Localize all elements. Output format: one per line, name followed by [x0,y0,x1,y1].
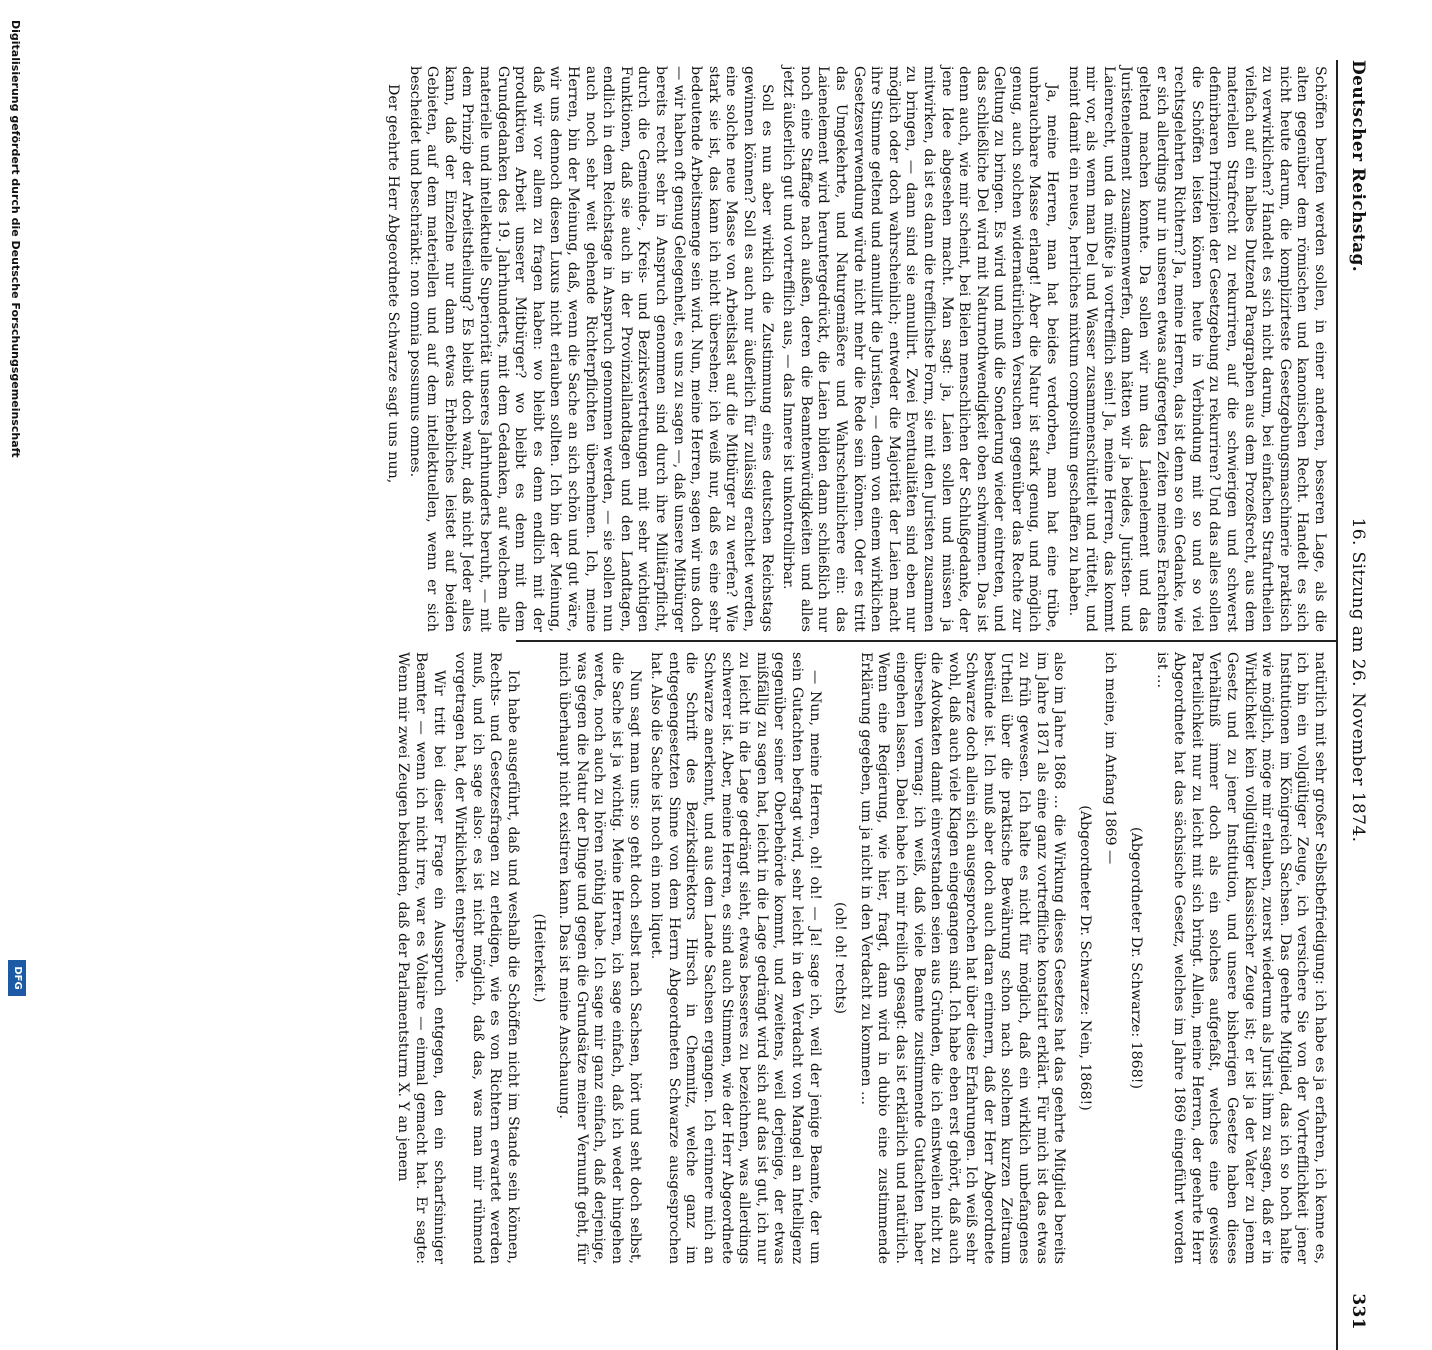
paragraph: Ja, meine Herren, man hat beides verdorben, man hat eine trübe, unbrauchbare Masse erlangt! Aber die Natur ist stark genug, und möglich genug, auch solchen widernatürlichen Versuchen gegenüber das Rechte zur Geltung zu bringen. Es wird und muß die Sonderung wieder eintreten, und das schließliche Del wird mit Naturnothwendigkeit oben schwimmen. Das ist denn auch, wie mir scheint, bei Bielen menschlichen der Schlußgedanke, der jene Idee abgesehen macht. Man sagt: ja, Laien sollen und müssen ja mitwirken, da ist es dann die trefflichste Form, sie mit den Juristen zusammen zu bringen, — dann sind sie annullirt. Zwei Eventualitäten sind eben nur möglich oder doch wahrscheinlich; entweder die Majorität der Laien macht ihre Stimme geltend und annullirt die Juristen, — denn von einem wirklichen Gesetzesverwendung würde nicht mehr die Rede sein können. Oder es tritt das Umgekehrte, und Naturgemäßere und Wahrscheinlichere ein: das Laienelement wird heruntergedrückt, die Laien bilden dann schließlich nur noch eine Staffage nach außen, deren die Beamtenwürdigkeiten und alles jetzt äußerlich gut und vortrefflich aus, — das Innere ist unkontrollirbar. [780,66,1061,632]
paragraph: Ich habe ausgeführt, daß und weshalb die Schöffen nicht im Stande sein können, Rechts- und Gesetzesfragen zu erledigen, wie es von Richtern erwartet werden muß, und ich sage also: es ist nicht möglich, daß das, was man mir rühmend vorgetragen hat, der Wirklichkeit entspreche. [452,652,522,1264]
page-header [1342,60,1372,1330]
interjection: (Abgeordneter Dr. Schwarze: Nein, 1868!) [1076,805,1093,1111]
header-session: 16. Sitzung am 26. November 1874. [1348,517,1368,843]
left-column [385,66,1328,632]
column-divider [516,640,1336,642]
page-footer [2,0,28,1000]
paragraph: Der geehrte Herr Abgeordnete Schwarze sagt uns nun, [385,84,402,484]
paragraph: ich meine, im Anfang 1869 — [1102,652,1119,865]
paragraph: Soll es nun aber wirklich die Zustimmung eines deutschen Reichstags gewinnen können? Soll es auch nur äußerlich für zulässig erachtet werden, eine solche neue Masse von Arbeitslast auf die Mitbürger zu werfen? Wie stark sie ist, das kann ich nicht übersehen; ich weiß nur, daß es eine sehr bedeutende Arbeitsmenge sein wird. Nun, meine Herren, sagen wir uns doch — wir haben oft genug Gelegenheit, es uns zu sagen —, daß unsere Mitbürger bereits recht sehr in Anspruch genommen sind durch ihre Militärpflicht, durch die Gemeinde-, Kreis- und Bezirksvertretungen mit sehr wichtigen Funktionen, daß sie auch in der Provinziallandtagen und den Landtagen, endlich in dem Reichstage in Anspruch genommen werden, — sie sollen nun auch noch sehr weit gehende Richterpflichten übernehmen. Ich, meine Herren, bin der Meinung, daß, wenn die Sache an sich schön und gut wäre, wir uns dennoch diesen Luxus nicht erlauben sollten. Ich bin der Meinung, daß wir vor allem zu fragen haben: wo bleibt es denn endlich mit der produktiven Arbeit unserer Mitbürger? wo bleibt es denn mit dem Grundgedanken des 19. Jahrhunderts, mit dem Gedanken, auf welchem alle materielle und intellektuelle Superiorität unseres Jahrhunderts beruht, — mit dem Prinzip der Arbeitstheilung? Es bleibt doch wahr, daß nicht Jeder alles kann, daß der Einzelne nur dann etwas Erhebliches leistet auf beiden Gebieten, auf dem materiellen und auf dem intellektuellen, wenn er sich bescheidet und beschränkt: non omnia possumus omnes. [406,66,775,632]
paragraph: also im Jahre 1868 … die Wirkung dieses Gesetzes hat das geehrte Mitglied bereits im Jahre 1871 als eine ganz vortreffliche konstatirt erklärt. Für mich ist das etwas zu früh gewesen. Ich halte es nicht für möglich, daß ein wirklich unbefangenes Urtheil über die praktische Bewährung schon nach solchem kurzen Zeitraum bestünde ist. Ich muß aber doch auch daran erinnern, daß der Herr Abgeordnete Schwarze doch allein sich ausgesprochen hat über diese Erfahrungen. Ich weiß sehr wohl, daß auch viele Klagen eingegangen sind. Ich habe eben erst gehört, daß auch die Advokaten damit einverstanden seien aus Gründen, die ich einstweilen nicht zu übersehen vermag; ich weiß, daß viele Beamte zustimmende Gutachten haber eingehen lassen. Dabei habe ich mir freilich gesagt: das ist erklärlich und natürlich. Wenn eine Regierung, wie hier, fragt, dann wird in dubio eine zustimmende Erklärung gegeben, um ja nicht in den Verdacht zu kommen … [857,652,1068,1264]
interjection: (Abgeordneter Dr. Schwarze: 1868!) [1128,827,1145,1089]
right-column [395,652,1328,1264]
paragraph: Schöffen berufen werden sollen, in einer anderen, besseren Lage, als die alten gegenüber dem römischen und kanonischen Recht. Handelt es sich nicht heute darum, die komplizirteste Gesetzgebungsmaschinerie praktisch zu verwirklichen? Handelt es sich nicht darum, bei einfachen Strafurtheilen vielfach auf ein halbes Dutzend Paragraphen aus dem Prozeßrecht, aus dem materiellen Strafrecht zu rekurriren, auf die schwierigen und schwerst definirbaren Prinzipien der Gesetzgebung zu rekurriren? Und das alles sollen die Schöffen leisten können heute in Verbindung mit so und so viel rechtsgelehrten Richtern? Ja, meine Herren, das ist denn so ein Gedanke, wie er sich allerdings nur in unseren etwas aufgeregten Zeiten meines Erachtens geltend machen konnte. Da sollen wir nun das Laienelement und das Juristenelement zusammenwerfen, dann hätten wir ja beides, Juristen- und Laienrecht, und da müßte ja vortrefflich sein! Ja, meine Herren, das kommt mir vor, als wenn man Del und Wasser zusammenschüttelt und rüttelt, und meint damit ein neues, herrliches mixtum compositum geschaffen zu haben. [1065,66,1328,632]
paragraph: Wir tritt bei dieser Frage ein Ausspruch entgegen, den ein scharfsinniger Beamter — wenn ich nicht irre, war es Voltaire — einmal gemacht hat. Er sagte: Wenn mir zwei Zeugen bekunden, daß der Parlamentsturm X. Y an jenem [395,652,447,1264]
paragraph: Nun sagt man uns: so geht doch selbst nach Sachsen, hört und seht doch selbst, die Sache ist ja wichtig. Meine Herren, ich sage einfach, daß ich weder hingehen werde, noch auch zu hören nöthig habe. Ich sage mir ganz einfach, daß derjenige, was gegen die Natur der Dinge und gegen die Grundsätze meiner Vernunft geht, für mich überhaupt nicht existiren kann. Das ist meine Anschauung. [556,652,643,1264]
header-rule [1336,60,1338,1350]
interjection: (oh! oh! rechts) [832,901,849,1015]
page-number: 331 [1348,1293,1368,1330]
funding-credit: Digitalisierung gefördert durch die Deutsche Forschungsgemeinschaft [9,20,22,458]
paragraph: — Nun, meine Herren, oh! oh! — Ja! sage ich, weil der jenige Beamte, der um sein Gutachten befragt wird, sehr leicht in den Verdacht von Mangel an Intelligenz gegenüber seiner Oberbehörde kommt, und zweitens, weil derjenige, der etwas mißfällig zu sagen hat, leicht in die Lage gedrängt wird sich auf das ist gut, ich nur zu leicht in die Lage gedrängt sieht, etwas besseres zu bezeichnen, was allerdings schwerer ist. Aber, meine Herren, es sind auch Stimmen, wie der Herr Abgeordnete Schwarze anerkennt, und aus dem Lande Sachsen ergangen. Ich erinnere mich an die Schrift des Bezirksdirektors Hirsch in Chemnitz, welche ganz im entgegengesetzten Sinne von dem Herrn Abgeordneten Schwarze ausgesprochen hat. Also die Sache ist noch ein non liquet. [648,652,823,1264]
header-publication: Deutscher Reichstag. [1348,60,1368,273]
paragraph: natürlich mit sehr großer Selbstbefriedigung: ich habe es ja erfahren, ich kenne es, ich bin ein vollgültiger Zeuge, ich versichere Sie von der Vortrefflichkeit jener Institutionen im Königreich Sachsen. Das geehrte Mitglied, das ich so hoch halte wie möglich, möge mir erlauben, zuerst wiederum als Jurist ihm zu sagen, daß er in Wirklichkeit kein vollgültiger klassischer Zeuge ist; er ist ja der Vater zu jenem Gesetz und zu jener Institution, und unsere bisherigen Gesetze haben dieses Verhältniß immer doch als ein solches aufgefaßt, welches eine gewisse Parteilichkeit nur zu leicht mit sich bringt. Allein, meine Herren, der geehrte Herr Abgeordnete hat das sächsische Gesetz, welches im Jahre 1869 eingeführt worden ist … [1153,652,1328,1264]
interjection: (Heiterkeit.) [530,913,547,1003]
dfg-logo: DFG [8,960,26,996]
